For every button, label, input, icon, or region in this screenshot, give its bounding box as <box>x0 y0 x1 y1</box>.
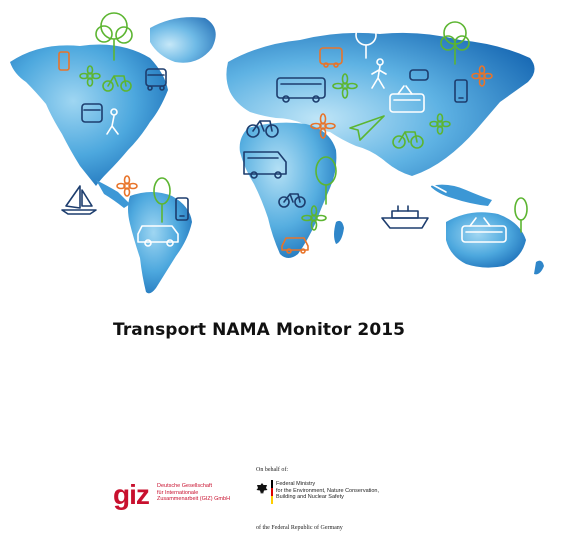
sailboat-icon <box>62 186 96 214</box>
flower-icon <box>117 176 137 196</box>
greenland-landmass <box>150 17 216 63</box>
giz-name-line-1: Deutsche Gesellschaft <box>157 483 213 489</box>
on-behalf-label: On behalf of: <box>256 467 288 473</box>
german-flag-bar-icon <box>271 480 273 504</box>
giz-name-line-3: Zusammenarbeit (GIZ) GmbH <box>157 496 231 503</box>
ministry-name <box>276 481 379 501</box>
ministry-name-line-2: for the Environment, Nature Conservation, <box>276 487 380 494</box>
federal-republic-label: of the Federal Republic of Germany <box>256 525 343 531</box>
federal-eagle-icon <box>256 482 268 496</box>
new-zealand-landmass <box>534 261 544 275</box>
madagascar-landmass <box>334 221 344 244</box>
report-title: Transport NAMA Monitor 2015 <box>113 320 406 340</box>
ministry-name-line-3: Building and Nuclear Safety <box>276 494 344 501</box>
giz-logo: giz <box>113 479 149 510</box>
ship-icon <box>382 206 428 228</box>
ministry-name-line-1: Federal Ministry <box>276 481 316 487</box>
giz-organization-name <box>157 483 230 503</box>
giz-name-line-2: für Internationale <box>157 489 199 496</box>
